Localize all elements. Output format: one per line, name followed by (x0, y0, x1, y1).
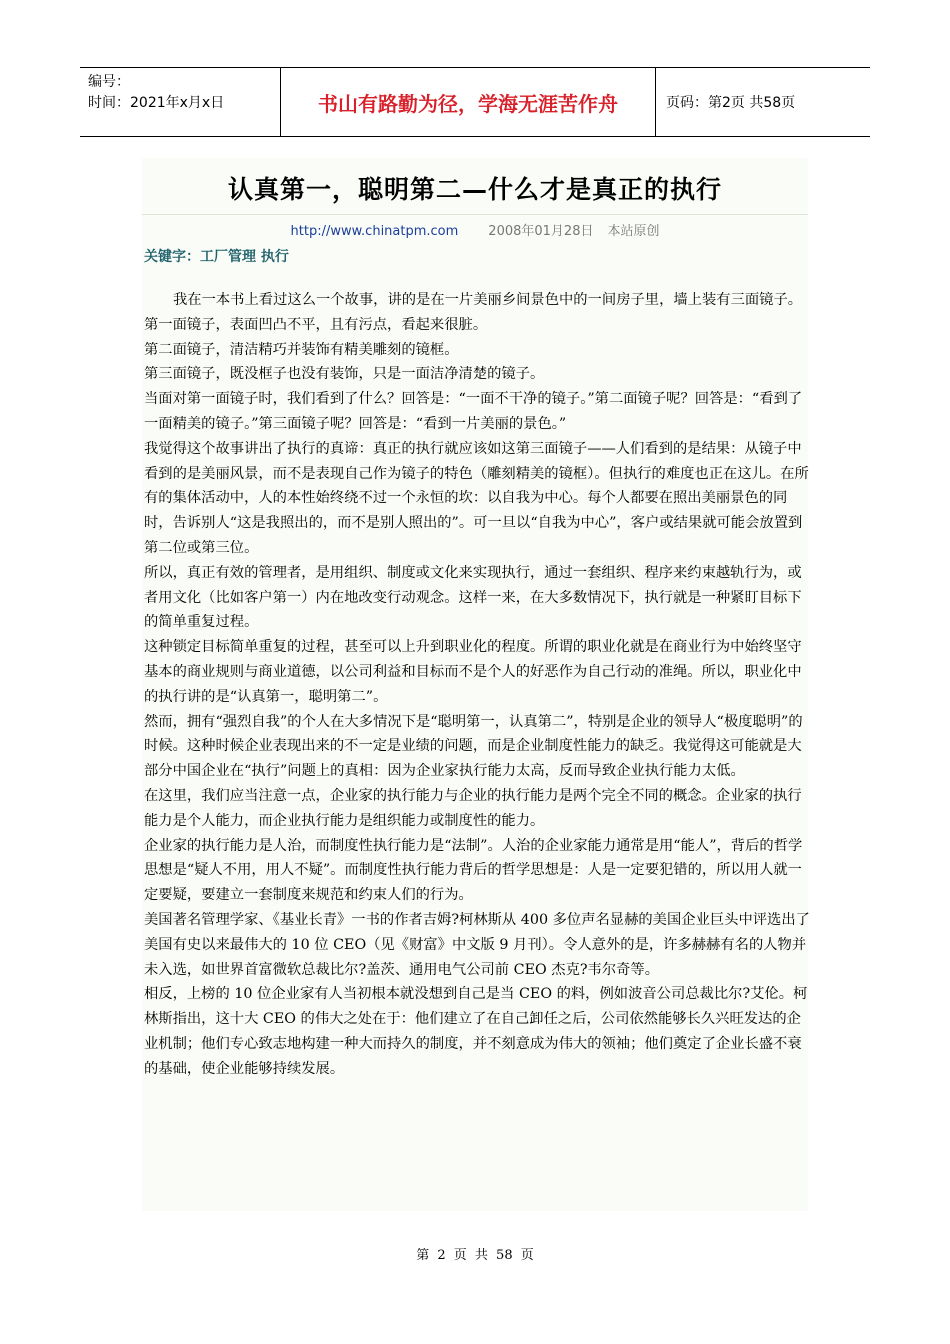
paragraph: 然而，拥有“强烈自我”的个人在大多情况下是“聪明第一，认真第二”，特别是企业的领导人“极度聪明”的时候。这种时候企业表现出来的不一定是业绩的问题，而是企业制度性能力的缺乏。我觉得这可能就是大部分中国企业在“执行”问题上的真相：因为企业家执行能力太高，反而导致企业执行能力太低。 (144, 713, 803, 780)
paragraph: 第三面镜子，既没框子也没有装饰，只是一面洁净清楚的镜子。 (144, 366, 545, 383)
paragraph: 当面对第一面镜子时，我们看到了什么？回答是：“一面不干净的镜子。”第二面镜子呢？回答是：“看到了一面精美的镜子。”第三面镜子呢？回答是：“看到一片美丽的景色。” (144, 391, 803, 432)
article-body (144, 288, 812, 1082)
source-url-link[interactable]: http://www.chinatpm.com (290, 224, 459, 239)
source-label: 本站原创 (607, 224, 660, 239)
header-motto: 书山有路勤为径，学海无涯苦作舟 (280, 68, 656, 136)
paragraph: 我在一本书上看过这么一个故事，讲的是在一片美丽乡间景色中的一间房子里，墙上装有三面镜子。 (173, 292, 803, 308)
paragraph: 我觉得这个故事讲出了执行的真谛：真正的执行就应该如这第三面镜子——人们看到的是结果：从镜子中看到的是美丽风景，而不是表现自己作为镜子的特色（雕刻精美的镜框）。但执行的难度也正在这儿。在所有的集体活动中，人的本性始终绕不过一个永恒的坎：以自我为中心。每个人都要在照出美丽景色的同时，告诉别人“这是我照出的，而不是别人照出的”。可一旦以“自我为中心”，客户或结果就可能会放置到第二位或第三位。 (144, 440, 809, 556)
paragraph: 在这里，我们应当注意一点，企业家的执行能力与企业的执行能力是两个完全不同的概念。企业家的执行能力是个人能力，而企业执行能力是组织能力或制度性的能力。 (144, 787, 802, 829)
publish-date: 2008年01月28日 (488, 224, 594, 239)
paragraph: 这种锁定目标简单重复的过程，甚至可以上升到职业化的程度。所谓的职业化就是在商业行为中始终坚守基本的商业规则与商业道德，以公司利益和目标而不是个人的好恶作为自己行动的准绳。所以，职业化中的执行讲的是“认真第一，聪明第二”。 (144, 639, 802, 705)
header-meta (80, 68, 280, 136)
header-page-info: 页码：第2页 共58页 (666, 95, 796, 111)
paragraph: 第二面镜子，清洁精巧并装饰有精美雕刻的镜框。 (144, 341, 459, 358)
paragraph: 相反，上榜的 10 位企业家有人当初根本就没想到自己是当 CEO 的料，例如波音公司总裁比尔?艾伦。柯林斯指出，这十大 CEO 的伟大之处在于：他们建立了在自己卸任之后，公司依然能够长久兴旺发达的企业机制；他们专心致志地构建一种大而持久的制度，并不刻意成为伟大的领袖；他们奠定了企业长盛不衰的基础，使企业能够持续发展。 (144, 986, 808, 1077)
paragraph: 所以，真正有效的管理者，是用组织、制度或文化来实现执行，通过一套组织、程序来约束越轨行为，或者用文化（比如客户第一）内在地改变行动观念。这样一来，在大多数情况下，执行就是一种紧盯目标下的简单重复过程。 (144, 564, 802, 631)
number-label: 编号： (88, 74, 130, 90)
article-panel (142, 158, 808, 1211)
title-divider (142, 214, 808, 215)
paragraph: 第一面镜子，表面凹凸不平，且有污点，看起来很脏。 (144, 316, 488, 333)
paragraph: 企业家的执行能力是人治，而制度性执行能力是“法制”。人治的企业家能力通常是用“能人”，背后的哲学思想是“疑人不用，用人不疑”。而制度性执行能力背后的哲学思想是：人是一定要犯错的，所以用人就一定要疑，要建立一套制度来规范和约束人们的行为。 (144, 837, 803, 904)
time-label: 时间：2021年x月x日 (88, 95, 225, 111)
article-title: 认真第一，聪明第二—什么才是真正的执行 (227, 175, 722, 204)
page-header (80, 67, 870, 137)
paragraph: 美国著名管理学家、《基业长青》一书的作者吉姆?柯林斯从 400 多位声名显赫的美国企业巨头中评选出了美国有史以来最伟大的 10 位 CEO（见《财富》中文版 9 月刊）。令人意外的是，许多赫赫有名的人物并未入选，如世界首富微软总裁比尔?盖茨、通用电气公司前 CEO 杰克?韦尔奇等。 (144, 911, 810, 978)
page-footer: 第 2 页 共 58 页 (416, 1248, 534, 1263)
keywords-line: 关键字：工厂管理 执行 (144, 249, 289, 265)
article-meta (142, 220, 808, 239)
